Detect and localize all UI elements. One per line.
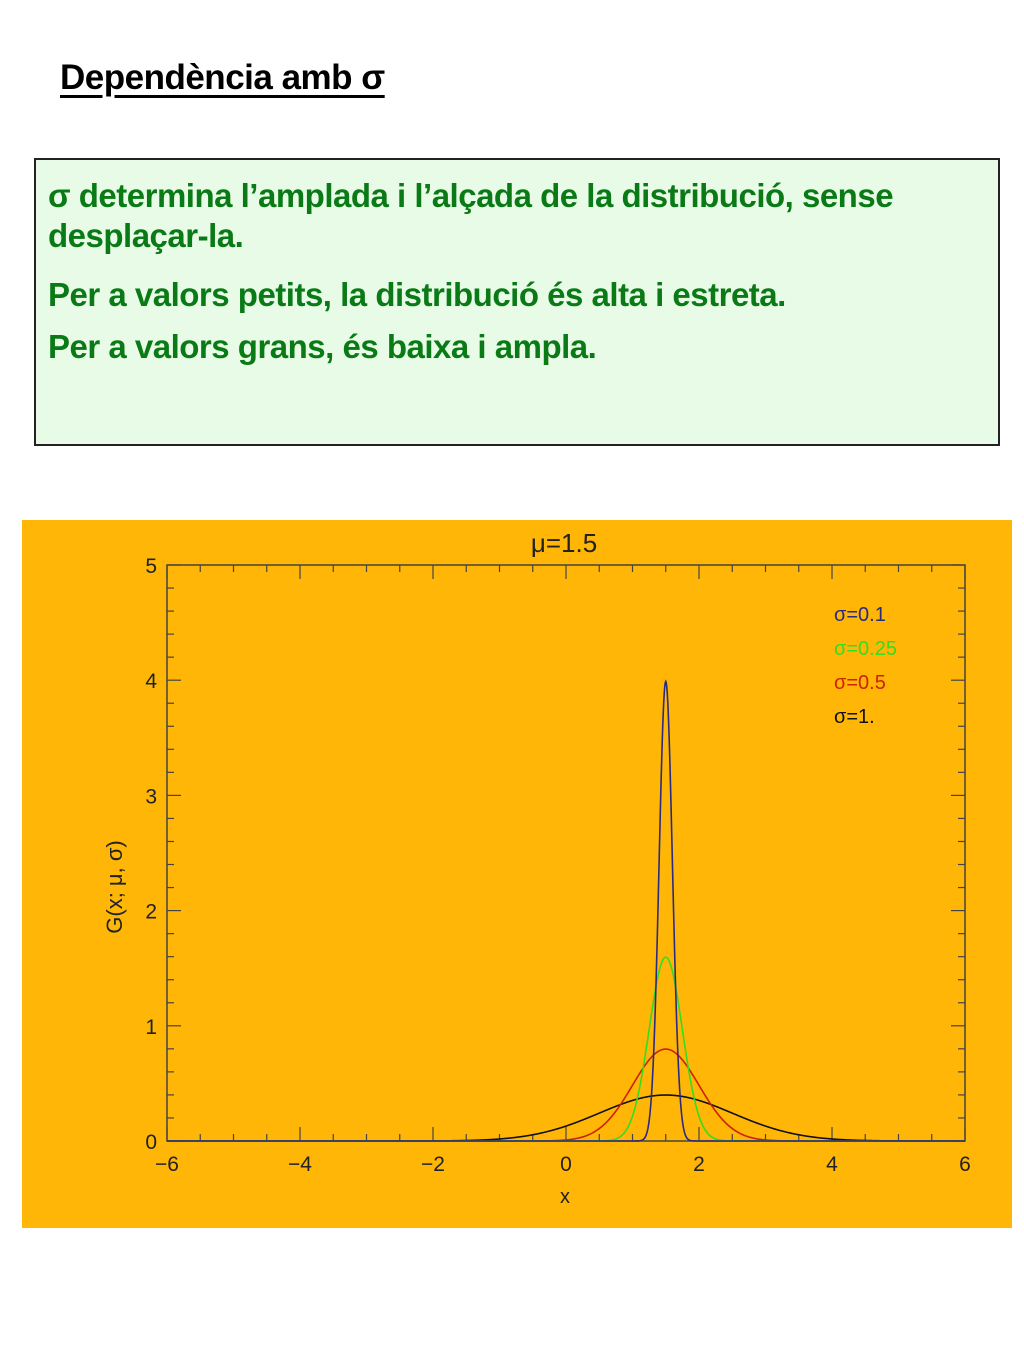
y-tick-label: 1 (145, 1015, 157, 1039)
info-paragraph-sigma: σ determina l’amplada i l’alçada de la distribució, sense desplaçar-la. (48, 177, 894, 254)
y-tick-label: 4 (145, 670, 157, 694)
y-tick-label: 3 (145, 785, 157, 809)
x-tick-label: 6 (959, 1153, 971, 1176)
info-paragraph-small-values: Per a valors petits, la distribució és alta i estreta. (48, 276, 786, 314)
x-tick-label: −4 (288, 1153, 312, 1176)
legend (834, 604, 897, 728)
legend-entry: σ=1. (834, 706, 875, 728)
gaussian-chart (22, 520, 1012, 1228)
x-tick-label: 4 (826, 1153, 838, 1176)
y-axis-label: G(x; μ, σ) (102, 840, 127, 934)
series-line-sigma-0_1 (167, 681, 965, 1141)
slide-title: Dependència amb σ (60, 58, 385, 97)
x-tick-label: 2 (693, 1153, 705, 1176)
legend-entry: σ=0.25 (834, 638, 897, 660)
legend-entry: σ=0.5 (834, 672, 886, 694)
y-tick-label: 5 (145, 555, 157, 578)
x-tick-label: 0 (560, 1153, 572, 1176)
y-tick-label: 2 (145, 900, 157, 924)
info-box (34, 158, 1000, 446)
series-layer (167, 681, 965, 1141)
x-axis-label: x (560, 1186, 570, 1208)
x-tick-label: −2 (421, 1153, 445, 1176)
info-paragraph-large-values: Per a valors grans, és baixa i ampla. (48, 327, 597, 365)
chart-panel (22, 520, 1012, 1228)
series-line-sigma-0_25 (167, 957, 965, 1141)
x-tick-label: −6 (155, 1153, 179, 1176)
chart-title: μ=1.5 (530, 528, 598, 558)
y-tick-label: 0 (145, 1131, 157, 1154)
legend-entry: σ=0.1 (834, 604, 886, 626)
